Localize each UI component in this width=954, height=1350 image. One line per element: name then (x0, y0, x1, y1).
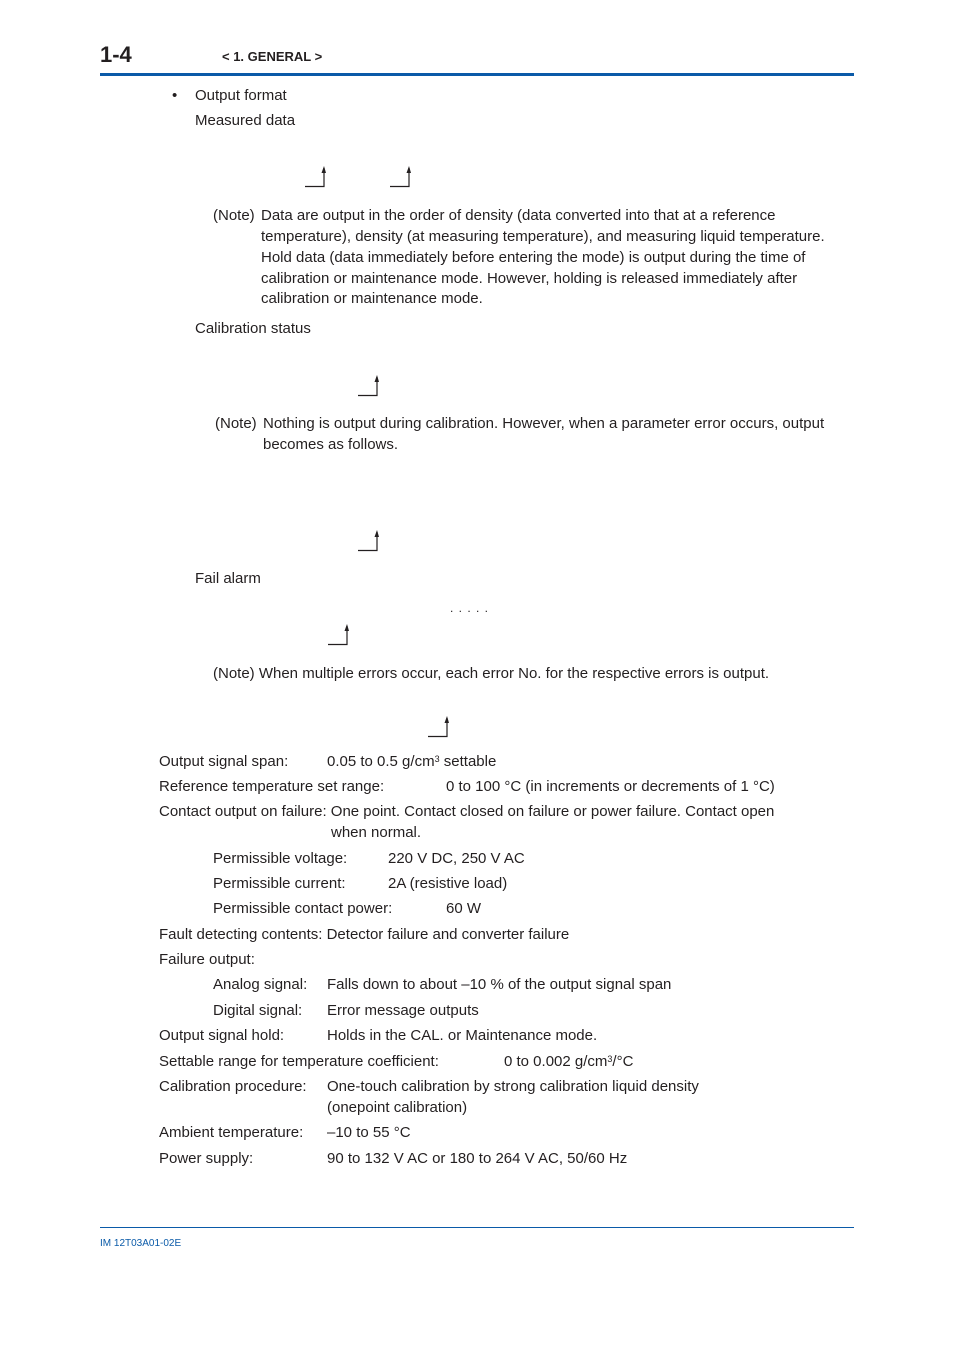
spec-label: Reference temperature set range: (159, 778, 385, 795)
header-rule (100, 73, 854, 76)
footer-rule (100, 1227, 854, 1228)
note-line: Hold data (data immediately before entering the mode) is output during the time of (261, 249, 806, 266)
carriage-return-arrow-icon (357, 373, 379, 397)
spec-value: 2A (resistive load) (388, 875, 508, 892)
spec-label: Analog signal: (213, 976, 308, 993)
spec-label: Ambient temperature: (159, 1124, 304, 1141)
spec-value: One-touch calibration by strong calibration liquid density (327, 1078, 699, 1095)
spec-value: 90 to 132 V AC or 180 to 264 V AC, 50/60 Hz (327, 1150, 628, 1167)
spec-value: Holds in the CAL. or Maintenance mode. (327, 1027, 598, 1044)
measured-data-label: Measured data (195, 112, 296, 129)
spec-value: (onepoint calibration) (327, 1099, 468, 1116)
note-line: Data are output in the order of density (data converted into that at a reference (261, 207, 776, 224)
note-prefix: (Note) (215, 415, 257, 432)
spec-value: 0.05 to 0.5 $g/cm^3$ settable (327, 753, 497, 770)
spec-label: Permissible contact power: (213, 900, 393, 917)
spec-text: Contact output on failure: One point. Contact closed on failure or power failure. Contact open (159, 803, 775, 820)
carriage-return-arrow-icon (304, 164, 326, 188)
spec-value: 0 to 100 °C (in increments or decrements of 1 °C) (446, 778, 775, 795)
spec-label: Power supply: (159, 1150, 254, 1167)
spec-label: Digital signal: (213, 1002, 303, 1019)
note-line: calibration or maintenance mode. However, holding is released immediately after (261, 270, 798, 287)
carriage-return-arrow-icon (357, 528, 379, 552)
note-line: calibration or maintenance mode. (261, 290, 483, 307)
note-line: temperature), density (at measuring temperature), and measuring liquid temperature. (261, 228, 825, 245)
spec-text: Fault detecting contents: Detector failure and converter failure (159, 926, 570, 943)
carriage-return-arrow-icon (327, 622, 349, 646)
section-title: < 1. GENERAL > (222, 49, 323, 64)
spec-label: Output signal hold: (159, 1027, 285, 1044)
spec-label: Permissible current: (213, 875, 346, 892)
spec-value: 60 W (446, 900, 482, 917)
output-format-title: Output format (195, 87, 287, 104)
page-number: 1-4 (100, 42, 132, 67)
spec-value: 0 to 0.002 $g/cm^3/^\circ C$ (504, 1053, 634, 1070)
spec-label: Failure output: (159, 951, 255, 968)
spec-label: Permissible voltage: (213, 850, 348, 867)
carriage-return-arrow-icon (427, 714, 449, 738)
spec-value: 220 V DC, 250 V AC (388, 850, 525, 867)
spec-value: Error message outputs (327, 1002, 479, 1019)
bullet: • (172, 87, 178, 104)
note-line: becomes as follows. (263, 436, 399, 453)
carriage-return-arrow-icon (389, 164, 411, 188)
calibration-status-label: Calibration status (195, 320, 311, 337)
note-line: Nothing is output during calibration. However, when a parameter error occurs, output (263, 415, 825, 432)
spec-value: Falls down to about –10 % of the output signal span (327, 976, 672, 993)
fail-alarm-label: Fail alarm (195, 570, 261, 587)
document-id: IM 12T03A01-02E (100, 1238, 182, 1249)
note-line: (Note) When multiple errors occur, each error No. for the respective errors is output. (213, 665, 770, 682)
spec-label: Settable range for temperature coefficient: (159, 1053, 439, 1070)
spec-value: –10 to 55 °C (327, 1124, 411, 1141)
spec-label: Calibration procedure: (159, 1078, 307, 1095)
spec-label: Output signal span: (159, 753, 289, 770)
ellipsis-dots: . . . . . (450, 601, 490, 615)
note-prefix: (Note) (213, 207, 255, 224)
spec-text: when normal. (331, 824, 422, 841)
